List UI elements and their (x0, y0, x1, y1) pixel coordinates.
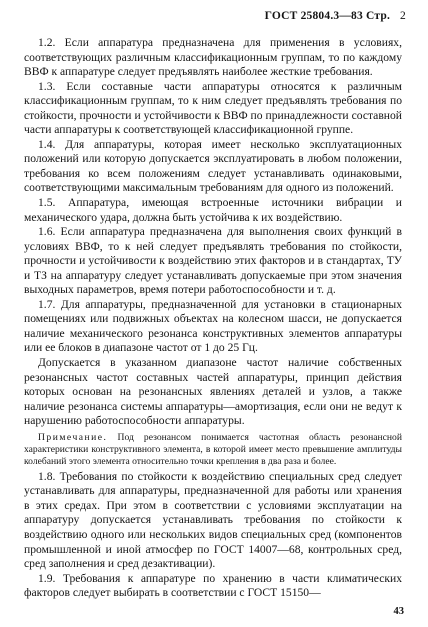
paragraph-1-2: 1.2. Если аппаратура предназначена для применения в условиях, соответствующих различным классификационным группам, то по каждому ВВФ к аппаратуре следует предъявлять наиболее жесткие требования. (24, 36, 402, 79)
note-label: Примечание. (38, 431, 108, 443)
standard-designation: ГОСТ 25804.3—83 Стр. (264, 10, 391, 22)
paragraph-1-3: 1.3. Если составные части аппаратуры относятся к различным классификационным группам, то к ним следует предъявлять требования по стойкости, прочности и устойчивости к ВВФ по принадлежности составной части аппаратуры к соответствующей классификационной группе. (24, 79, 402, 137)
paragraph-1-8: 1.8. Требования по стойкости к воздействию специальных сред следует устанавливать для аппаратуры, предназначенной для работы или хранения в этих средах. При этом в соответствии с условиями эксплуатации на аппаратуру допускается устанавливать требования по стойкости к воздействию одного или нескольких видов специальных сред (компонентов промышленной и иной атмосфер по ГОСТ 14007—68, контрольных сред, сред заполнения и сред дезактивации). (24, 469, 402, 571)
paragraph-1-7-continued: Допускается в указанном диапазоне частот наличие собственных резонансных частот составных частей аппаратуры, принцип действия которых основан на резонансных явлениях деталей и узлов, а также наличие резонанса системы аппаратуры—амортизация, если они не ведут к нарушению работоспособности аппаратуры. (24, 356, 402, 428)
header-page-number: 2 (400, 10, 406, 22)
page-number: 43 (393, 606, 404, 617)
paragraph-1-4: 1.4. Для аппаратуры, которая имеет несколько эксплуатационных положений или которую допускается эксплуатировать в любом положении, требования ко всем положениям следует устанавливать одинаковыми, соответствующими максимальным требованиям для одного из положений. (24, 137, 402, 195)
paragraph-1-9: 1.9. Требования к аппаратуре по хранению в части климатических факторов следует выбирать в соответствии с ГОСТ 15150— (24, 571, 402, 600)
paragraph-1-7: 1.7. Для аппаратуры, предназначенной для установки в стационарных помещениях или подвижных объектах на колесном шасси, не допускается наличие механического резонанса конструктивных элементов аппаратуры или ее блоков в диапазоне частот от 1 до 25 Гц. (24, 297, 402, 355)
note-text: Под резонансом понимается частотная область резонансной характеристики конструктивного элемента, в которой имеет место превышение амплитуды колебаний этого элемента относительно точки крепления в два раза и более. (24, 431, 402, 467)
note (24, 432, 402, 468)
paragraph-1-6: 1.6. Если аппаратура предназначена для выполнения своих функций в условиях ВВФ, то к ней следует предъявлять требования по стойкости, прочности и устойчивости к воздействию этих факторов и в стандартах, ТУ и ТЗ на аппаратуру следует устанавливать допускаемые при этом значения выходных параметров, время потери работоспособности и т. д. (24, 225, 402, 297)
page-header (265, 10, 406, 22)
body-text (24, 36, 402, 601)
paragraph-1-5: 1.5. Аппаратура, имеющая встроенные источники вибрации и механического удара, должна быть устойчива к их воздействию. (24, 196, 402, 224)
